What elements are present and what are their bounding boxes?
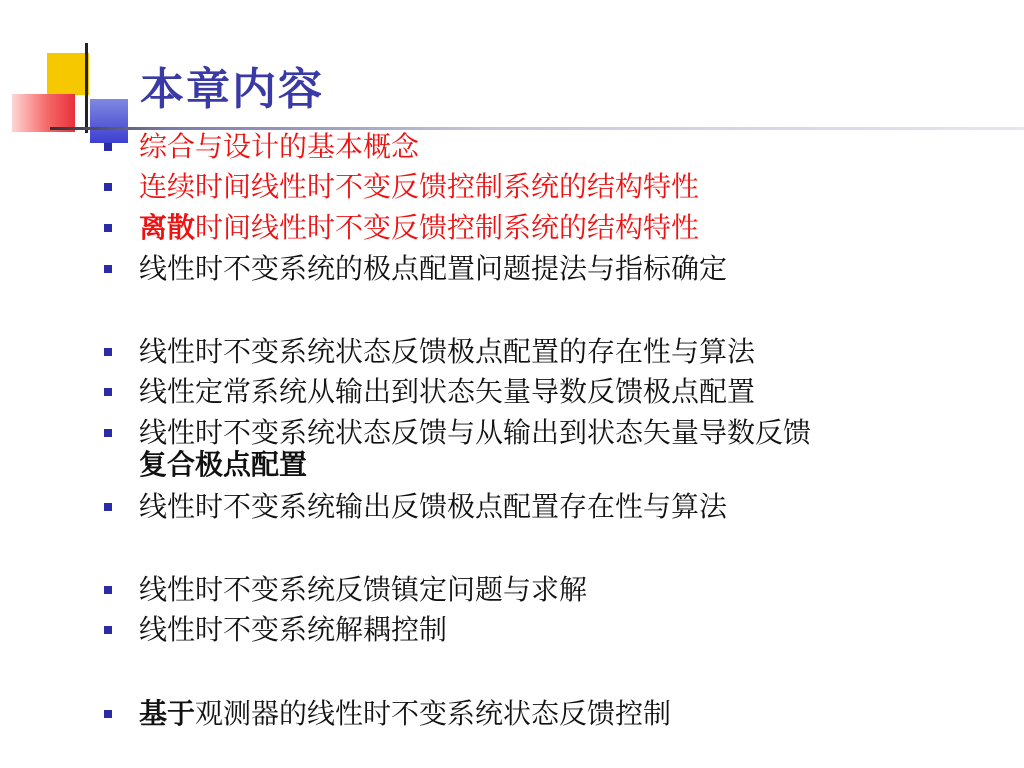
bullet-item xyxy=(104,376,1004,408)
bullet-text: 线性时不变系统状态反馈极点配置的存在性与算法 xyxy=(139,335,756,368)
decor-vertical-line xyxy=(85,43,88,133)
bullet-icon xyxy=(104,143,112,151)
bullet-text: 线性时不变系统状态反馈与从输出到状态矢量导数反馈 xyxy=(139,416,812,449)
bullet-item xyxy=(104,698,1004,730)
bullet-text: 线性定常系统从输出到状态矢量导数反馈极点配置 xyxy=(139,375,756,408)
bullet-item xyxy=(104,171,1004,203)
bullet-bold-prefix: 基于 xyxy=(139,697,196,730)
bullet-icon xyxy=(104,348,112,356)
bullet-icon xyxy=(104,710,112,718)
bullet-text: 综合与设计的基本概念 xyxy=(139,130,420,163)
bullet-bold-prefix: 离散 xyxy=(139,211,196,244)
bullet-text: 时间线性时不变反馈控制系统的结构特性 xyxy=(195,211,700,244)
bullet-icon xyxy=(104,586,112,594)
bullet-icon xyxy=(104,429,112,437)
bullet-icon xyxy=(104,224,112,232)
bullet-item xyxy=(104,131,1004,163)
bullet-item xyxy=(104,491,1004,523)
bullet-text: 线性时不变系统解耦控制 xyxy=(139,613,448,646)
bullet-text: 连续时间线性时不变反馈控制系统的结构特性 xyxy=(139,170,700,203)
bullet-text: 线性时不变系统的极点配置问题提法与指标确定 xyxy=(139,252,728,285)
bullet-icon xyxy=(104,183,112,191)
bullet-item xyxy=(104,417,1004,481)
bullet-text: 线性时不变系统输出反馈极点配置存在性与算法 xyxy=(139,490,728,523)
bullet-icon xyxy=(104,388,112,396)
bullet-item xyxy=(104,212,1004,244)
bullet-text: 观测器的线性时不变系统状态反馈控制 xyxy=(195,697,672,730)
bullet-text-continuation: 复合极点配置 xyxy=(139,448,308,481)
bullet-item xyxy=(104,614,1004,646)
bullet-text: 线性时不变系统反馈镇定问题与求解 xyxy=(139,573,588,606)
bullet-icon xyxy=(104,265,112,273)
bullet-item xyxy=(104,574,1004,606)
bullet-item xyxy=(104,336,1004,368)
bullet-icon xyxy=(104,626,112,634)
decor-yellow-square xyxy=(47,53,89,95)
bullet-text-wrapper xyxy=(139,698,1004,730)
bullet-item xyxy=(104,253,1004,285)
bullet-text-wrapper xyxy=(139,212,1004,244)
slide-title: 本章内容 xyxy=(140,64,324,115)
bullet-icon xyxy=(104,503,112,511)
